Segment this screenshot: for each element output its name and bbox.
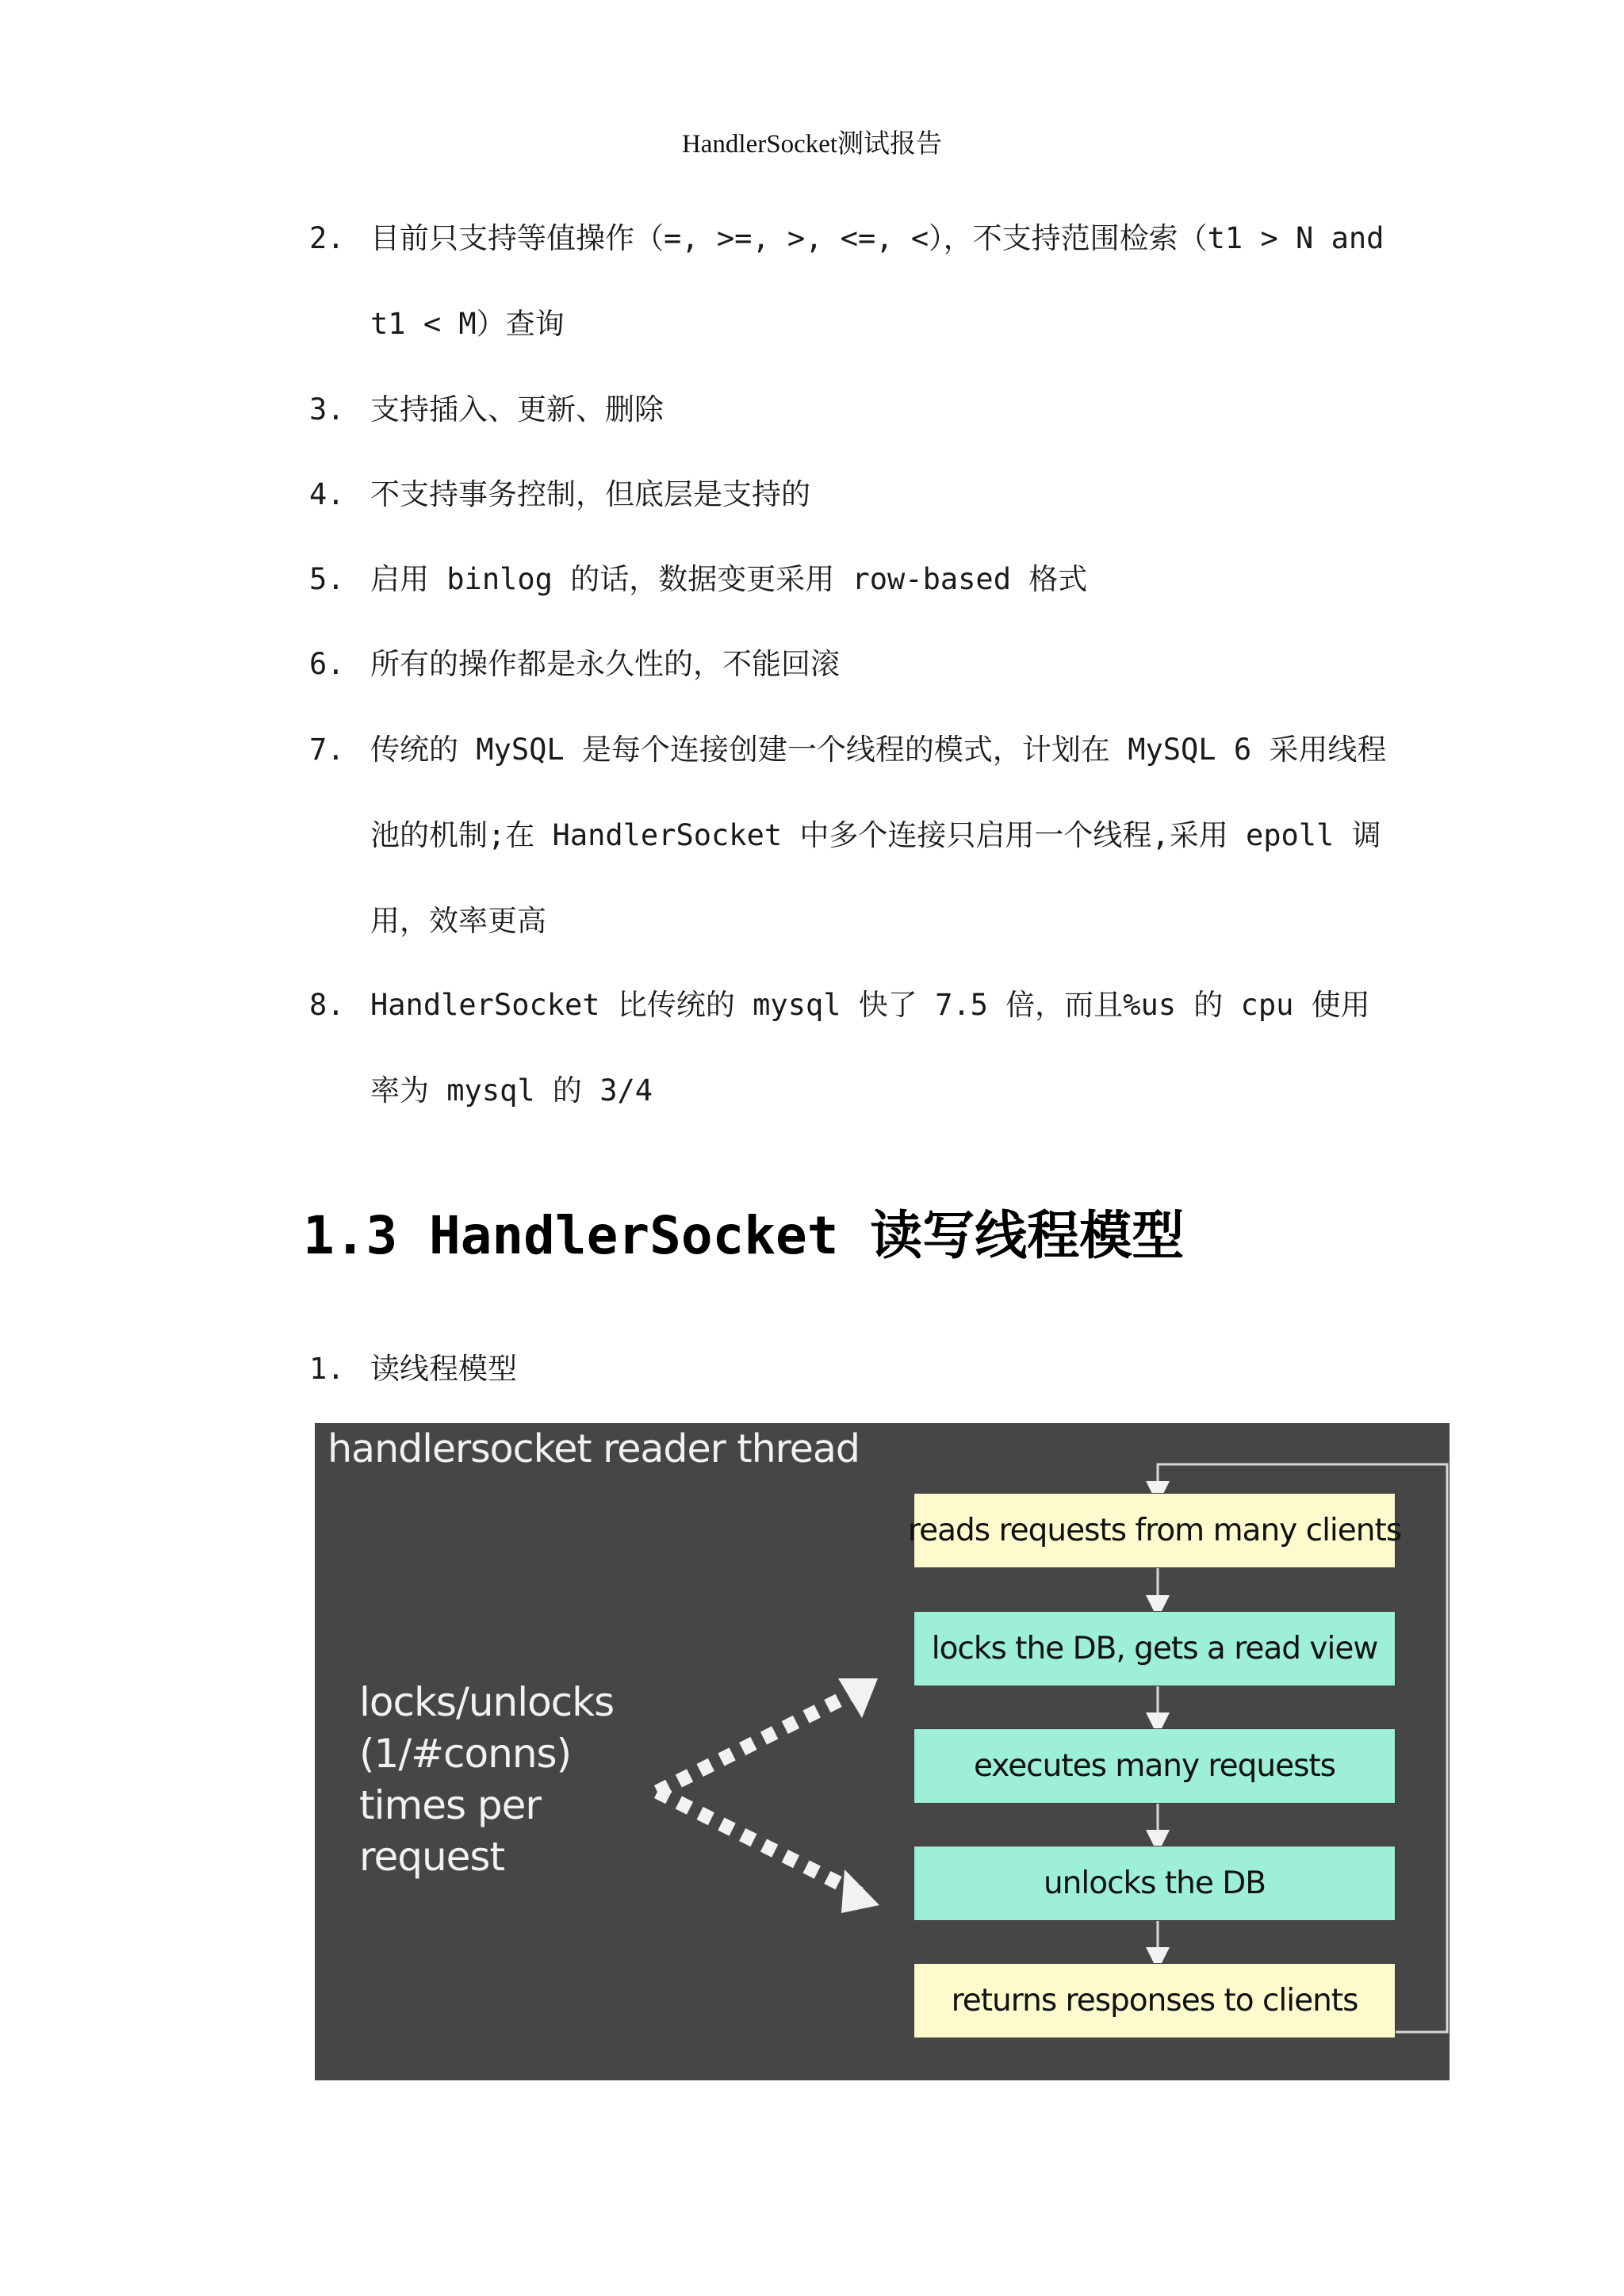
page-header: HandlerSocket测试报告 — [681, 130, 943, 159]
diagram-note-line: (1/#conns) — [359, 1731, 572, 1777]
list-item — [309, 622, 1388, 707]
diagram-note — [359, 1677, 614, 1883]
list-item-text: 支持插入、更新、删除 — [370, 392, 664, 427]
sub-list-item — [309, 1326, 1388, 1412]
step-box: locks the DB, gets a read view — [914, 1611, 1396, 1686]
diagram-note-line: times per — [359, 1782, 541, 1828]
step-box: reads requests from many clients — [914, 1493, 1396, 1568]
step-box: unlocks the DB — [914, 1846, 1396, 1921]
list-item-text: 目前只支持等值操作（=, >=, >, <=, <），不支持范围检索（t1 > N and t1 < M）查询 — [370, 221, 1385, 341]
list-item-text: 不支持事务控制，但底层是支持的 — [370, 477, 810, 511]
step-box: executes many requests — [914, 1728, 1396, 1804]
dotted-arrow-up-head — [838, 1678, 878, 1718]
list-item-text: HandlerSocket 比传统的 mysql 快了 7.5 倍，而且%us 的 cpu 使用率为 mysql 的 3/4 — [370, 988, 1370, 1108]
diagram-title: handlersocket reader thread — [327, 1426, 860, 1471]
list-item-number: 4. — [309, 477, 345, 511]
list-item-text: 传统的 MySQL 是每个连接创建一个线程的模式，计划在 MySQL 6 采用线程池的机制;在 HandlerSocket 中多个连接只启用一个线程,采用 epoll 调用，效率更高 — [370, 733, 1387, 938]
dotted-arrow-down-head — [841, 1869, 879, 1913]
dotted-arrow-up — [657, 1689, 862, 1792]
step-box: returns responses to clients — [914, 1963, 1396, 2038]
list-item — [309, 962, 1388, 1134]
dotted-arrow-down — [657, 1792, 862, 1895]
list-item-text: 所有的操作都是永久性的，不能回滚 — [370, 647, 840, 681]
list-item — [309, 707, 1388, 964]
list-item-number: 3. — [309, 392, 345, 427]
section-heading: 1.3 HandlerSocket 读写线程模型 — [303, 1205, 1185, 1266]
diagram-note-line: request — [359, 1834, 505, 1880]
list-item — [309, 537, 1388, 622]
reader-thread-diagram — [315, 1423, 1450, 2080]
list-item-number: 1. — [309, 1352, 345, 1386]
list-item-number: 7. — [309, 733, 345, 767]
list-item-number: 8. — [309, 988, 345, 1022]
list-item — [309, 452, 1388, 538]
list-item — [309, 367, 1388, 453]
list-item — [309, 196, 1388, 367]
diagram-note-line: locks/unlocks — [359, 1679, 615, 1725]
list-item-number: 5. — [309, 562, 345, 596]
list-item-text: 启用 binlog 的话，数据变更采用 row-based 格式 — [370, 562, 1088, 596]
list-item-text: 读线程模型 — [370, 1352, 517, 1386]
list-item-number: 6. — [309, 647, 345, 681]
list-item-number: 2. — [309, 221, 345, 255]
